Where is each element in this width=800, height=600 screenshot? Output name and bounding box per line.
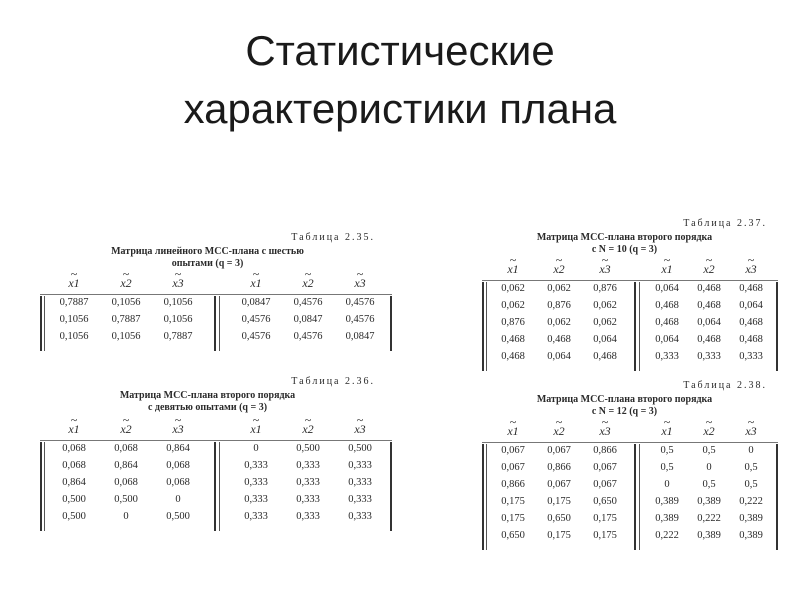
- column-header: [730, 258, 772, 280]
- table-cell: 0,500: [348, 443, 372, 454]
- table-border: [214, 296, 216, 351]
- table-cell: 0,333: [244, 477, 268, 488]
- table-cell: 0,175: [547, 530, 571, 541]
- table-row: [646, 314, 772, 331]
- table-cell: 0,468: [697, 283, 721, 294]
- table-row: [646, 331, 772, 348]
- table-cell: 0,864: [62, 477, 86, 488]
- table-row: [48, 311, 204, 328]
- column-header: [282, 272, 334, 294]
- table-row: [646, 280, 772, 297]
- column-header: [490, 258, 536, 280]
- table-cell: 0,7887: [59, 297, 89, 308]
- table-cell: 0,333: [655, 351, 679, 362]
- table-cell: 0,4576: [241, 314, 271, 325]
- table-caption-line: Матрица МСС-плана второго порядка: [119, 390, 296, 401]
- column-header-label: ~ x1: [68, 272, 79, 294]
- header-rule: [40, 440, 392, 441]
- table-header-row: [490, 420, 628, 442]
- column-header-label: ~ x1: [507, 258, 518, 280]
- table-cell: 0,222: [739, 496, 763, 507]
- table-cell: 0,468: [697, 300, 721, 311]
- column-header: [100, 418, 152, 440]
- table-cell: 0,062: [547, 317, 571, 328]
- table-cell: 0,5: [744, 479, 758, 490]
- table-cell: 0,866: [593, 445, 617, 456]
- table-cell: 0,062: [501, 300, 525, 311]
- table-cell: 0,0847: [241, 297, 271, 308]
- table-cell: 0,333: [697, 351, 721, 362]
- table-cell: 0,650: [593, 496, 617, 507]
- table-header-row: [230, 272, 386, 294]
- table-header-row: [48, 272, 204, 294]
- table-row: [490, 314, 628, 331]
- table-cell: 0,5: [744, 462, 758, 473]
- table-row: [490, 348, 628, 365]
- header-rule: [482, 280, 778, 281]
- table-cell: 0,175: [593, 530, 617, 541]
- table-cell: 0,5: [660, 462, 674, 473]
- column-header: [48, 418, 100, 440]
- table-header-row: [646, 420, 772, 442]
- table-border: [219, 442, 220, 531]
- column-header-label: ~ x1: [250, 418, 261, 440]
- table-caption-line: опытами (q = 3): [171, 258, 244, 269]
- table-cell: 0,175: [547, 496, 571, 507]
- column-header: [48, 272, 100, 294]
- column-header: [282, 418, 334, 440]
- column-header-label: ~ x2: [553, 420, 564, 442]
- column-header-label: ~ x2: [553, 258, 564, 280]
- table-border: [44, 442, 45, 531]
- table-row: [490, 476, 628, 493]
- table-cell: 0,067: [547, 445, 571, 456]
- column-header-label: ~ x3: [745, 420, 756, 442]
- table-row: [230, 440, 386, 457]
- table-cell: 0,876: [593, 283, 617, 294]
- table-cell: 0,500: [114, 494, 138, 505]
- table-row: [646, 476, 772, 493]
- column-header: [334, 272, 386, 294]
- column-header: [688, 420, 730, 442]
- table-row: [230, 491, 386, 508]
- table-border: [482, 444, 484, 550]
- table-cell: 0,222: [697, 513, 721, 524]
- table-border: [776, 444, 778, 550]
- table-cell: 0,333: [244, 494, 268, 505]
- column-header: [152, 272, 204, 294]
- table-caption-line: с N = 10 (q = 3): [591, 244, 658, 255]
- column-header: [536, 420, 582, 442]
- table-row: [646, 493, 772, 510]
- table-cell: 0,389: [655, 513, 679, 524]
- column-header-label: ~ x1: [68, 418, 79, 440]
- table-cell: 0,062: [593, 317, 617, 328]
- table-cell: 0,4576: [345, 314, 375, 325]
- table-cell: 0,333: [296, 460, 320, 471]
- table-cell: 0,064: [593, 334, 617, 345]
- table-row: [490, 459, 628, 476]
- table-header-row: [646, 258, 772, 280]
- table-row: [48, 508, 204, 525]
- table-cell: 0,7887: [111, 314, 141, 325]
- table-cell: 0,500: [296, 443, 320, 454]
- table-cell: 0,062: [501, 283, 525, 294]
- table-block-right: [646, 420, 772, 544]
- slide-title: [0, 22, 800, 138]
- table-header-row: [230, 418, 386, 440]
- table-cell: 0,068: [166, 460, 190, 471]
- table-row: [646, 527, 772, 544]
- table-border: [214, 442, 216, 531]
- table-border: [40, 442, 42, 531]
- table-cell: 0,067: [547, 479, 571, 490]
- table-cell: 0,866: [501, 479, 525, 490]
- table-block-right: [646, 258, 772, 365]
- table-cell: 0,333: [296, 494, 320, 505]
- table-cell: 0,062: [547, 283, 571, 294]
- column-header: [646, 258, 688, 280]
- table-row: [646, 442, 772, 459]
- table-row: [48, 474, 204, 491]
- table-cell: 0,866: [547, 462, 571, 473]
- table-cell: 0,650: [547, 513, 571, 524]
- table-cell: 0: [664, 479, 670, 490]
- table-border: [390, 296, 392, 351]
- table-row: [48, 491, 204, 508]
- table-cell: 0,468: [547, 334, 571, 345]
- table-row: [490, 280, 628, 297]
- table-cell: 0,067: [501, 445, 525, 456]
- table-cell: 0,067: [501, 462, 525, 473]
- table-header-row: [48, 418, 204, 440]
- table-cell: 0,468: [739, 334, 763, 345]
- table-cell: 0,068: [166, 477, 190, 488]
- table-border: [44, 296, 45, 351]
- table-cell: 0,500: [166, 511, 190, 522]
- column-header-label: ~ x3: [172, 272, 183, 294]
- table-caption-line: с N = 12 (q = 3): [591, 406, 658, 417]
- table-cell: 0: [706, 462, 712, 473]
- table-cell: 0,064: [655, 283, 679, 294]
- table-cell: 0,1056: [59, 314, 89, 325]
- table-cell: 0: [253, 443, 259, 454]
- column-header: [582, 420, 628, 442]
- table-2-35: [40, 232, 375, 354]
- table-block-left: [490, 420, 628, 544]
- table-cell: 0,068: [62, 460, 86, 471]
- column-header-label: ~ x2: [302, 418, 313, 440]
- table-cell: 0,064: [697, 317, 721, 328]
- column-header-label: ~ x2: [703, 420, 714, 442]
- table-cell: 0,864: [114, 460, 138, 471]
- table-cell: 0,333: [244, 511, 268, 522]
- table-cell: 0,4576: [241, 331, 271, 342]
- table-cell: 0,5: [702, 445, 716, 456]
- table-cell: 0,068: [114, 443, 138, 454]
- slide-title-line-1: Статистические: [245, 27, 555, 74]
- table-row: [230, 508, 386, 525]
- table-cell: 0,650: [501, 530, 525, 541]
- column-header-label: ~ x3: [599, 258, 610, 280]
- table-cell: 0,333: [296, 511, 320, 522]
- table-row: [646, 297, 772, 314]
- table-cell: 0,1056: [111, 331, 141, 342]
- table-cell: 0,500: [62, 494, 86, 505]
- table-border: [390, 442, 392, 531]
- table-border: [634, 282, 636, 371]
- table-cell: 0,7887: [163, 331, 193, 342]
- table-row: [646, 348, 772, 365]
- table-cell: 0,389: [697, 496, 721, 507]
- table-cell: 0,175: [501, 496, 525, 507]
- table-number: Таблица 2.35.: [291, 232, 375, 243]
- table-row: [230, 457, 386, 474]
- table-cell: 0,389: [739, 530, 763, 541]
- table-cell: 0,500: [62, 511, 86, 522]
- table-cell: 0,468: [655, 300, 679, 311]
- table-cell: 0,064: [547, 351, 571, 362]
- column-header-label: ~ x3: [354, 418, 365, 440]
- column-header-label: ~ x3: [172, 418, 183, 440]
- table-cell: 0,068: [62, 443, 86, 454]
- table-border: [40, 296, 42, 351]
- table-cell: 0,468: [697, 334, 721, 345]
- column-header-label: ~ x3: [599, 420, 610, 442]
- table-cell: 0,1056: [163, 314, 193, 325]
- table-cell: 0,864: [166, 443, 190, 454]
- table-cell: 0,064: [739, 300, 763, 311]
- table-row: [490, 331, 628, 348]
- column-header: [334, 418, 386, 440]
- table-cell: 0,333: [348, 511, 372, 522]
- header-rule: [482, 442, 778, 443]
- table-cell: 0,175: [593, 513, 617, 524]
- table-cell: 0,0847: [293, 314, 323, 325]
- table-border: [639, 282, 640, 371]
- column-header: [688, 258, 730, 280]
- column-header: [730, 420, 772, 442]
- table-cell: 0,468: [501, 334, 525, 345]
- table-2-38: [482, 380, 767, 540]
- table-cell: 0: [748, 445, 754, 456]
- table-header-row: [490, 258, 628, 280]
- table-row: [48, 457, 204, 474]
- table-row: [646, 459, 772, 476]
- column-header: [230, 272, 282, 294]
- table-cell: 0,4576: [345, 297, 375, 308]
- table-cell: 0,5: [702, 479, 716, 490]
- table-row: [48, 328, 204, 345]
- table-cell: 0,333: [244, 460, 268, 471]
- column-header-label: ~ x1: [661, 420, 672, 442]
- table-caption-line: с девятью опытами (q = 3): [147, 402, 268, 413]
- column-header: [582, 258, 628, 280]
- table-caption: [482, 232, 767, 256]
- table-row: [490, 510, 628, 527]
- table-row: [230, 311, 386, 328]
- table-cell: 0,1056: [111, 297, 141, 308]
- column-header: [646, 420, 688, 442]
- table-border: [219, 296, 220, 351]
- table-row: [646, 510, 772, 527]
- table-cell: 0,1056: [163, 297, 193, 308]
- table-cell: 0,333: [348, 494, 372, 505]
- table-row: [230, 474, 386, 491]
- table-cell: 0: [175, 494, 181, 505]
- table-row: [48, 440, 204, 457]
- table-cell: 0,389: [697, 530, 721, 541]
- column-header-label: ~ x1: [661, 258, 672, 280]
- table-row: [490, 493, 628, 510]
- column-header: [152, 418, 204, 440]
- table-cell: 0,5: [660, 445, 674, 456]
- table-caption: [40, 246, 375, 270]
- table-row: [490, 297, 628, 314]
- header-rule: [40, 294, 392, 295]
- table-row: [230, 328, 386, 345]
- table-caption-line: Матрица линейного МСС-плана с шестью: [111, 246, 304, 257]
- table-caption: [482, 394, 767, 418]
- table-cell: 0,468: [501, 351, 525, 362]
- table-block-left: [48, 418, 204, 525]
- table-row: [48, 294, 204, 311]
- table-caption: [40, 390, 375, 414]
- table-border: [482, 282, 484, 371]
- column-header-label: ~ x1: [507, 420, 518, 442]
- table-number: Таблица 2.38.: [683, 380, 767, 391]
- column-header-label: ~ x2: [703, 258, 714, 280]
- table-number: Таблица 2.37.: [683, 218, 767, 229]
- table-cell: 0,876: [547, 300, 571, 311]
- table-border: [776, 282, 778, 371]
- column-header-label: ~ x2: [120, 272, 131, 294]
- table-2-37: [482, 218, 767, 360]
- column-header-label: ~ x2: [302, 272, 313, 294]
- table-cell: 0,067: [593, 479, 617, 490]
- table-cell: 0,4576: [293, 297, 323, 308]
- table-border: [486, 282, 487, 371]
- table-cell: 0,876: [501, 317, 525, 328]
- table-cell: 0,333: [348, 460, 372, 471]
- table-cell: 0,333: [348, 477, 372, 488]
- column-header: [230, 418, 282, 440]
- table-cell: 0: [123, 511, 129, 522]
- table-cell: 0,468: [739, 283, 763, 294]
- column-header-label: ~ x2: [120, 418, 131, 440]
- table-cell: 0,333: [296, 477, 320, 488]
- table-cell: 0,222: [655, 530, 679, 541]
- table-cell: 0,333: [739, 351, 763, 362]
- table-cell: 0,468: [593, 351, 617, 362]
- table-block-left: [490, 258, 628, 365]
- table-cell: 0,068: [114, 477, 138, 488]
- table-cell: 0,468: [739, 317, 763, 328]
- table-cell: 0,389: [655, 496, 679, 507]
- table-border: [639, 444, 640, 550]
- column-header: [490, 420, 536, 442]
- table-border: [634, 444, 636, 550]
- table-border: [486, 444, 487, 550]
- table-block-right: [230, 272, 386, 345]
- column-header: [100, 272, 152, 294]
- table-cell: 0,4576: [293, 331, 323, 342]
- table-2-36: [40, 376, 375, 536]
- table-row: [490, 442, 628, 459]
- table-cell: 0,067: [593, 462, 617, 473]
- table-caption-line: Матрица МСС-плана второго порядка: [536, 394, 713, 405]
- table-cell: 0,0847: [345, 331, 375, 342]
- table-caption-line: Матрица МСС-плана второго порядка: [536, 232, 713, 243]
- table-block-right: [230, 418, 386, 525]
- table-cell: 0,064: [655, 334, 679, 345]
- table-cell: 0,175: [501, 513, 525, 524]
- table-block-left: [48, 272, 204, 345]
- table-cell: 0,468: [655, 317, 679, 328]
- table-row: [490, 527, 628, 544]
- table-row: [230, 294, 386, 311]
- column-header-label: ~ x3: [354, 272, 365, 294]
- column-header-label: ~ x1: [250, 272, 261, 294]
- column-header: [536, 258, 582, 280]
- table-number: Таблица 2.36.: [291, 376, 375, 387]
- table-cell: 0,389: [739, 513, 763, 524]
- table-cell: 0,1056: [59, 331, 89, 342]
- column-header-label: ~ x3: [745, 258, 756, 280]
- table-cell: 0,062: [593, 300, 617, 311]
- slide-title-line-2: характеристики плана: [183, 85, 617, 132]
